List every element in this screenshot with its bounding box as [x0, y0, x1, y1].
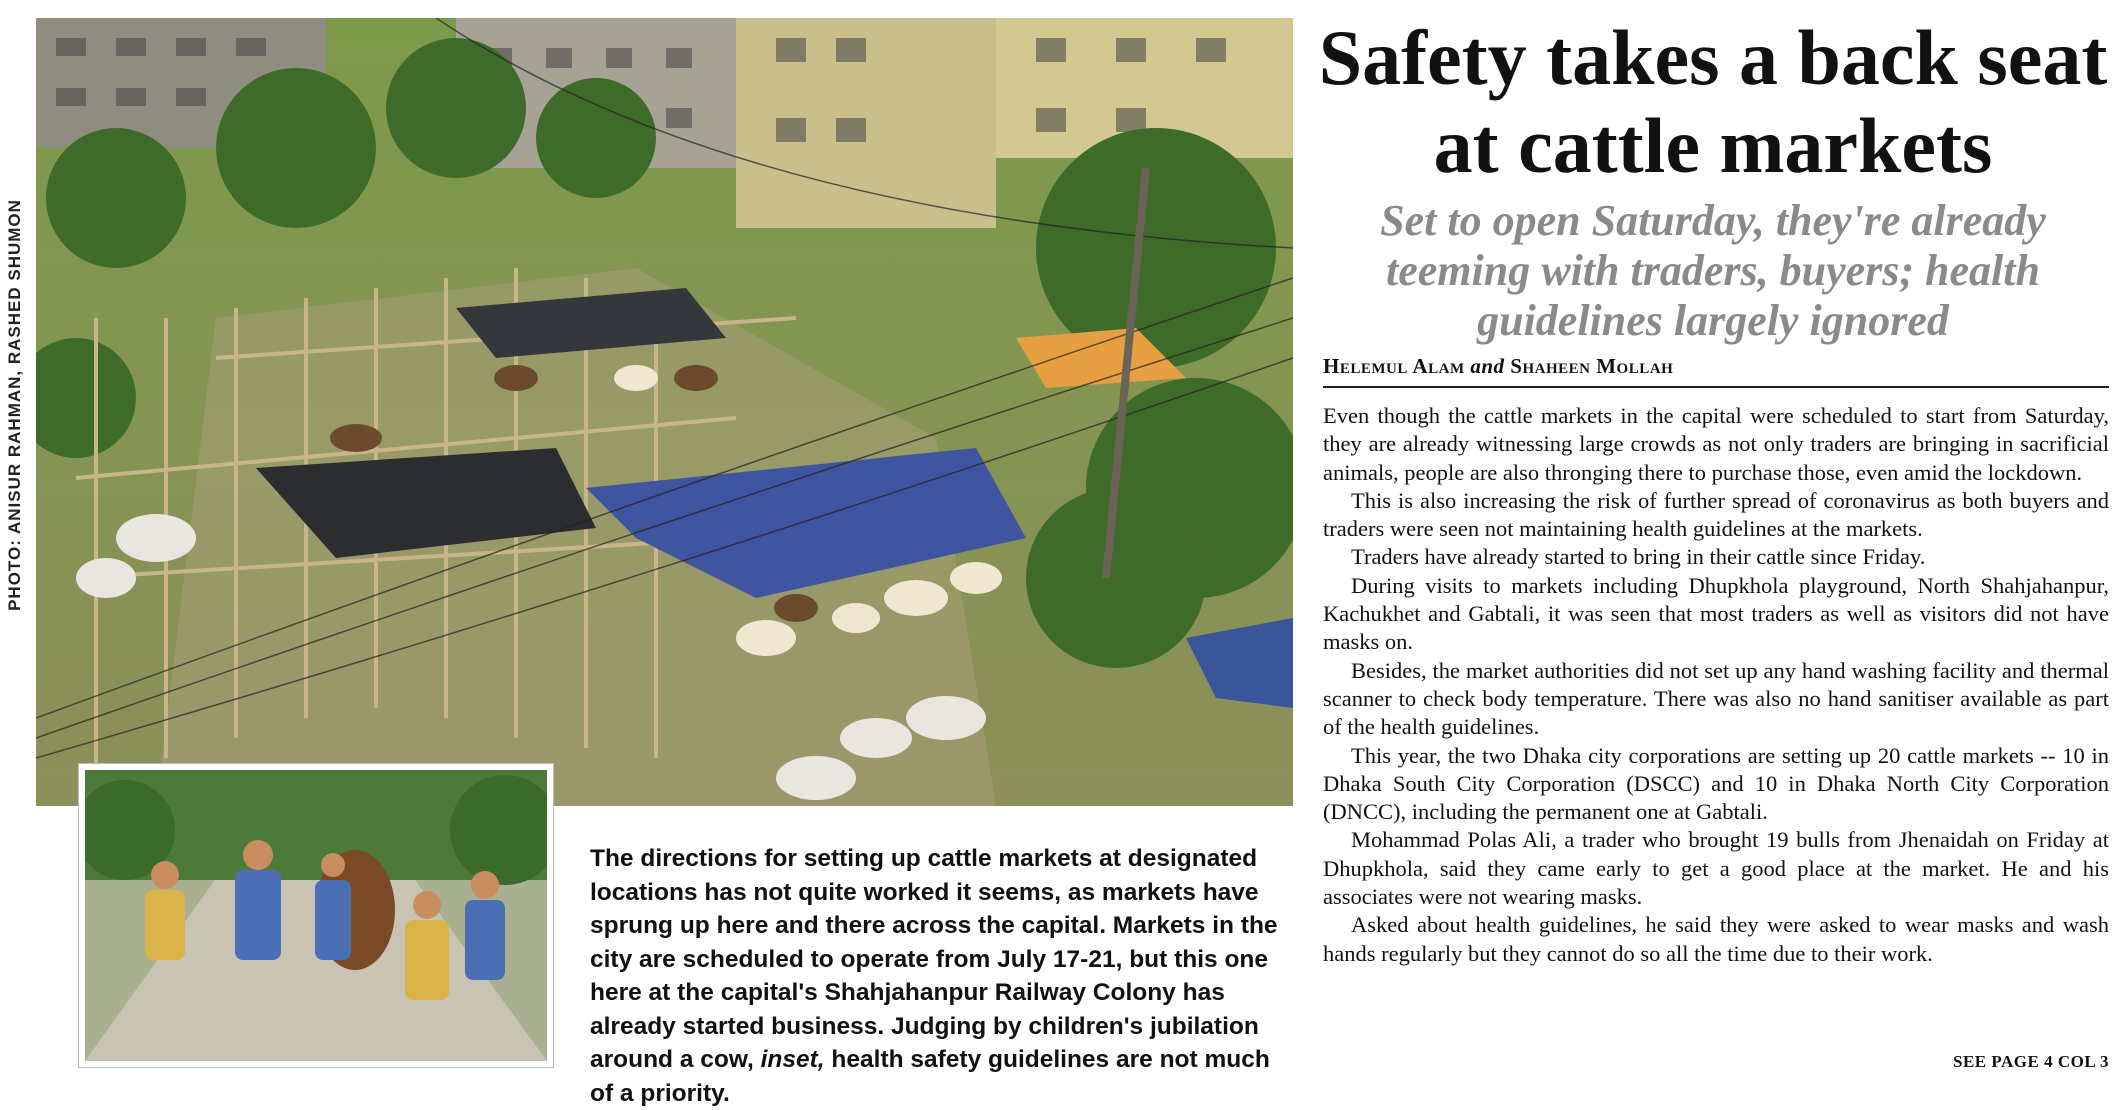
article-body [1323, 402, 2109, 968]
body-paragraph: Asked about health guidelines, he said they were asked to wear masks and wash hands regularly but they cannot do so all the time due to their work. [1323, 912, 2109, 966]
byline-rule [1323, 386, 2109, 388]
jump-line: SEE PAGE 4 COL 3 [1953, 1052, 2109, 1071]
body-paragraph: Mohammad Polas Ali, a trader who brought 19 bulls from Jhenaidah on Friday at Dhupkhola, said they came early to get a good place at the market. He and his associates were not wearing masks. [1323, 827, 2109, 910]
body-paragraph: Besides, the market authorities did not set up any hand washing facility and thermal scanner to check body temperature. There was also no hand sanitiser available as part of the health guidelines. [1323, 657, 2109, 740]
photo-credit: PHOTO: ANISUR RAHMAN, RASHED SHUMON [5, 199, 24, 611]
body-paragraph: Traders have already started to bring in their cattle since Friday. [1351, 544, 1926, 570]
body-paragraph: Even though the cattle markets in the capital were scheduled to start from Saturday, they are already witnessing large crowds as not only traders are bringing in sacrificial animals, people are also thronging there to purchase those, even amid the lockdown. [1323, 403, 2109, 485]
body-paragraph: During visits to markets including Dhupkhola playground, North Shahjahanpur, Kachukhet and Gabtali, it was seen that most traders as well as visitors did not have masks on. [1323, 572, 2109, 655]
main-photo-cattle-market [36, 18, 1293, 806]
inset-photo-children-with-cow [78, 763, 554, 1068]
byline: Helemul Alam and Shaheen Mollah [1323, 354, 1674, 378]
deck-subheadline: Set to open Saturday, they're already teeming with traders, buyers; health guidelines largely ignored [1380, 196, 2046, 345]
headline: Safety takes a back seat at cattle markets [1318, 14, 2108, 189]
photo-caption: The directions for setting up cattle markets at designated locations has not quite worked it seems, as markets have sprung up here and there across the capital. Markets in the city are scheduled to operate from July 17-21, but this one here at the capital's Shahjahanpur Railway Colony has already started business. Judging by children's jubilation around a cow, inset, health safety guidelines are not much of a priority. [590, 845, 1278, 1107]
caption-inset-word: inset, [760, 1046, 825, 1073]
body-paragraph: This is also increasing the risk of further spread of coronavirus as both buyers and traders were seen not maintaining health guidelines at the markets. [1323, 487, 2109, 542]
body-paragraph: This year, the two Dhaka city corporations are setting up 20 cattle markets -- 10 in Dhaka South City Corporation (DSCC) and 10 in Dhaka North City Corporation (DNCC), including the permanent one at Gabtali. [1323, 742, 2109, 825]
